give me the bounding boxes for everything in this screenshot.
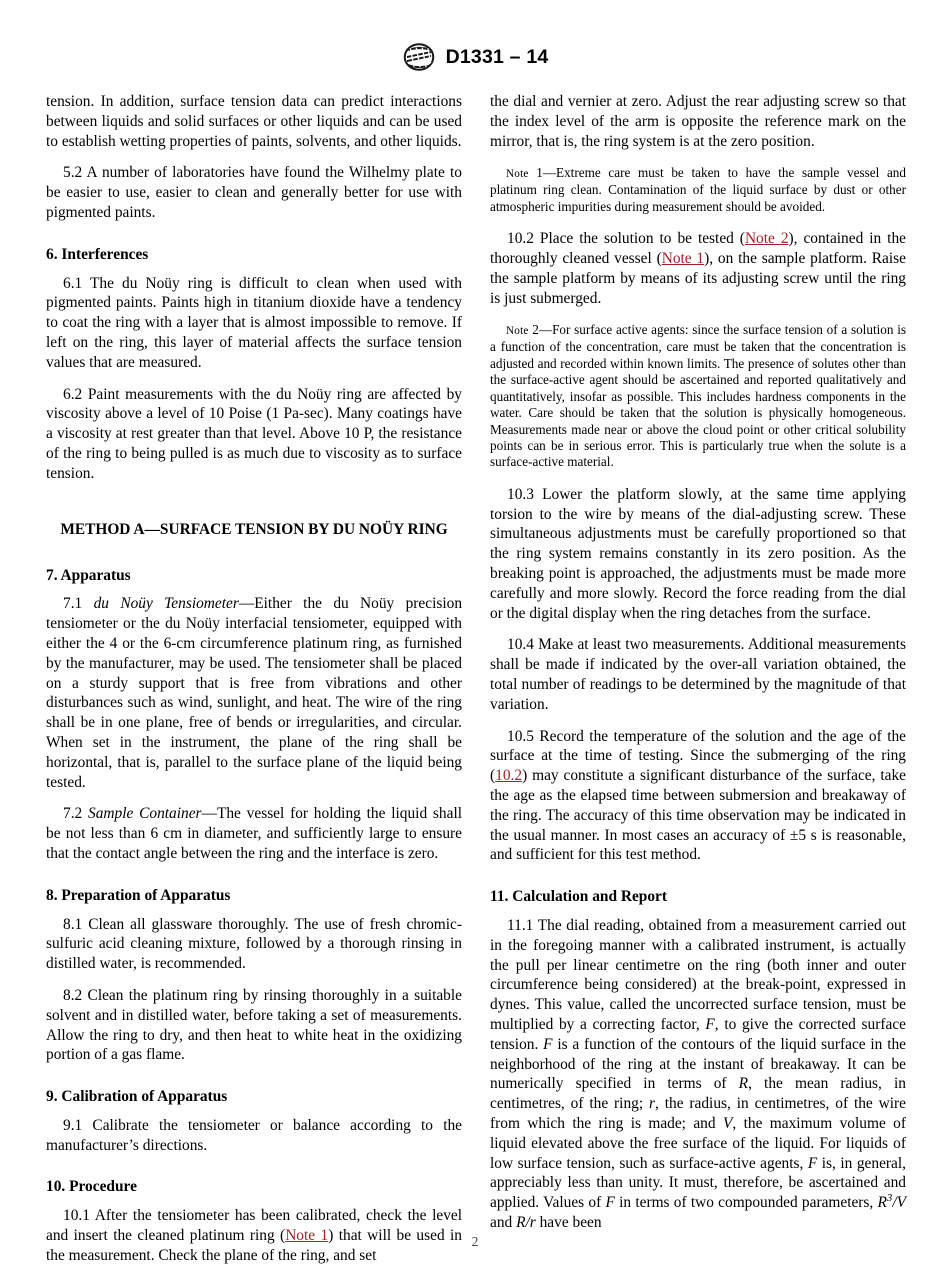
section-heading-6: 6. Interferences — [46, 245, 149, 263]
paragraph-10-2-text-c: ), on the sample platform. Raise the sample platform by means of its adjusting screw until the ring is just submerged. — [490, 250, 906, 307]
section-heading-8: 8. Preparation of Apparatus — [46, 886, 231, 904]
note-1-label: Note — [506, 168, 529, 181]
paragraph-10-5 — [490, 727, 906, 866]
astm-logo-icon — [402, 42, 436, 72]
note-1-link[interactable]: Note 1 — [285, 1227, 329, 1245]
section-heading-7: 7. Apparatus — [46, 566, 131, 584]
page-number: 2 — [471, 1234, 479, 1249]
note-1-body: —Extreme care must be taken to have the sample vessel and platinum ring clean. Contamination of the liquid surface by dust or other atmospheric impurities during measurement should be avoided. — [490, 165, 906, 214]
paragraph-10-1-text-b: ) that will be used in the measurement. Check the plane of the ring, and set — [46, 1227, 463, 1264]
paragraph-9-1: 9.1 Calibrate the tensiometer or balance according to the manufacturer’s directions. — [46, 1116, 462, 1154]
paragraph-7-2 — [46, 804, 462, 863]
page-header — [0, 42, 950, 72]
note-1-link-secondary[interactable]: Note 1 — [661, 250, 705, 267]
paragraph-10-2-text-a: 10.2 Place the solution to be tested ( — [507, 230, 745, 248]
paragraph-7-1-body: —Either the du Noüy precision tensiometer or the du Noüy interfacial tensiometer, equipped with either the 4 or the 6-cm circumference platinum ring, as furnished by the manufacturer, may be used. The tensiometer shall be placed on a sturdy support that is free from vibrations and other disturbances such as wind, sunlight, and heat. The wire of the ring shall be in one plane, free of bends or irregularities, and circular. When set in the instrument, the plane of the ring shall be horizontal, that is, parallel to the surface plane of the liquid being tested. — [46, 595, 463, 791]
paragraph-6-1: 6.1 The du Noüy ring is difficult to clean when used with pigmented paints. Paints high in titanium dioxide have a tendency to coat the ring with a layer that is almost impossible to remove. If left on the ring, this layer of material affects the surface tension values that are measured. — [46, 274, 462, 371]
paragraph-11-1-text-c: is a function of the contours of the liquid surface in the neighborhood of the ring at the instant of breakaway. It can be numerically specified in terms of — [490, 1035, 906, 1093]
document-designation: D1331 – 14 — [445, 45, 549, 68]
paragraph-11-1-text-h: in terms of two compounded parameters, — [614, 1194, 878, 1212]
variable-r-cubed-over-v: /V — [892, 1194, 906, 1212]
variable-f-4: F — [605, 1194, 615, 1212]
left-column — [46, 92, 462, 1266]
paragraph-11-1-text-a: 11.1 The dial reading, obtained from a measurement carried out in the foregoing manner with a calibrated instrument, is actually the pull per linear centimetre on the ring (both inner and outer circumference being considered) at the break-point, expressed in dynes. This value, called the uncorrected surface tension, must be multiplied by a correcting factor, — [490, 916, 906, 1033]
variable-r-cubed-base: R — [877, 1194, 887, 1212]
paragraph-11-1 — [490, 916, 906, 1233]
section-heading-9: 9. Calibration of Apparatus — [46, 1088, 228, 1106]
note-2-number: 2 — [528, 322, 539, 338]
paragraph-10-2-text-b: ), contained in the thoroughly cleaned vessel ( — [490, 230, 906, 267]
variable-r-cubed-exponent: 3 — [886, 1192, 893, 1204]
paragraph-7-1 — [46, 594, 462, 792]
paragraph-11-1-text-i: and — [490, 1213, 517, 1231]
variable-r-over-r: R/r — [516, 1213, 536, 1231]
paragraph-10-3: 10.3 Lower the platform slowly, at the same time applying torsion to the wire by means of the dial-adjusting screw. These simultaneous adjustments must be carefully proportioned so that the ring system remains constantly in its zero position. As the breaking point is approached, the adjustments must be made more carefully and more slowly. Record the force reading from the dial or the digital display when the ring detaches from the surface. — [490, 485, 906, 622]
note-1-block — [490, 165, 906, 215]
paragraph-7-2-term: Sample Container — [88, 805, 202, 823]
paragraph-11-1-text-f: , the maximum volume of liquid elevated above the free surface of the liquid. For liquids of low surface tension, such as surface-active agents, — [490, 1114, 906, 1172]
paragraph-7-1-number: 7.1 — [63, 595, 94, 613]
variable-v: V — [722, 1114, 733, 1132]
document-body — [46, 92, 906, 1264]
paragraph-8-2: 8.2 Clean the platinum ring by rinsing thoroughly in a suitable solvent and in distilled water, before taking a set of measurements. Allow the ring to dry, and then heat to white heat in the oxidizing portion of a gas flame. — [46, 986, 462, 1064]
note-2-body: —For surface active agents: since the surface tension of a solution is a function of the concentration, care must be taken that the concentration is adjusted and recorded within known limits. The presence of solutes other than the surface-active agent should be ascertained and reported qualitatively and quantitatively, insofar as possible. This includes hardness components in the water. Care should be taken that the solution is physically homogeneous. Measurements made near or above the cloud point or other critical solubility points can be in serious error. This is particularly true when the solute is a surface-active material. — [490, 322, 906, 470]
note-2-block — [490, 322, 906, 470]
variable-f-3: F — [807, 1154, 818, 1172]
note-2-label: Note — [506, 325, 529, 338]
paragraph-7-2-number: 7.2 — [63, 805, 89, 823]
paragraph-10-1-continued: the dial and vernier at zero. Adjust the rear adjusting screw so that the index level of the arm is opposite the reference mark on the mirror, that is, the ring system is at the zero position. — [490, 93, 906, 150]
right-column — [490, 92, 906, 1233]
note-2-link[interactable]: Note 2 — [744, 230, 789, 248]
paragraph-11-1-text-g: is, in general, appreciably less than unity. It must, therefore, be ascertained and applied. Values of — [490, 1154, 906, 1212]
section-heading-10: 10. Procedure — [46, 1178, 137, 1196]
paragraph-11-1-text-e: , the radius, in centimetres, of the wire from which the ring is made; and — [490, 1095, 906, 1132]
section-heading-11: 11. Calculation and Report — [490, 888, 668, 906]
paragraph-7-1-term: du Noüy Tensiometer — [93, 595, 239, 613]
variable-r-wire: r — [649, 1095, 655, 1113]
paragraph-11-1-text-b: , to give the corrected surface tension. — [490, 1015, 906, 1053]
paragraph-11-1-text-d: , the mean radius, in centimetres, of the ring; — [490, 1075, 906, 1113]
note-1-number: 1 — [528, 165, 543, 181]
paragraph-10-5-text-b: ) may constitute a significant disturbance of the surface, take the age as the elapsed time between submersion and breakaway of the ring. The accuracy of this time observation may be indicated in the usual manner. In most cases an accuracy of ±5 s is reasonable, and sufficient for this test method. — [490, 767, 906, 864]
variable-r-mean: R — [738, 1075, 749, 1093]
section-10-2-link[interactable]: 10.2 — [495, 767, 523, 785]
paragraph-8-1: 8.1 Clean all glassware thoroughly. The use of fresh chromic-sulfuric acid cleaning mixture, followed by a thorough rinsing in distilled water, is recommended. — [46, 915, 462, 973]
paragraph-7-2-body: —The vessel for holding the liquid shall be not less than 6 cm in diameter, and sufficiently large to ensure that the contact angle between the ring and the interface is zero. — [46, 805, 462, 862]
paragraph-10-1-text-a: 10.1 After the tensiometer has been calibrated, check the level and insert the cleaned platinum ring ( — [46, 1207, 462, 1245]
variable-f-1: F — [705, 1015, 715, 1033]
paragraph-10-2 — [490, 229, 906, 308]
paragraph-10-5-text-a: 10.5 Record the temperature of the solution and the age of the surface at the time of testing. Since the submerging of the ring ( — [490, 727, 906, 785]
variable-f-2: F — [543, 1035, 553, 1053]
paragraph-5-2: 5.2 A number of laboratories have found the Wilhelmy plate to be easier to use, easier to clean and generally better for use with pigmented paints. — [46, 164, 462, 221]
paragraph-10-4: 10.4 Make at least two measurements. Additional measurements shall be made if indicated by the over-all variation obtained, the total number of readings to be determined by the magnitude of that variation. — [490, 636, 906, 713]
paragraph-6-2: 6.2 Paint measurements with the du Noüy ring are affected by viscosity above a level of 10 Poise (1 Pa-sec). Many coatings have a viscosity at rest greater than that level. Above 10 P, the resistance of the ring to being pulled is as much due to viscosity as to surface tension. — [46, 385, 462, 482]
method-a-heading: METHOD A—SURFACE TENSION BY DU NOÜY RING — [60, 520, 448, 538]
paragraph-5-1-continued: tension. In addition, surface tension data can predict interactions between liquids and solid surfaces or other liquids and can be used to establish wetting properties of paints, solvents, and other liquids. — [46, 93, 462, 150]
paragraph-11-1-text-j: have been — [535, 1213, 602, 1231]
